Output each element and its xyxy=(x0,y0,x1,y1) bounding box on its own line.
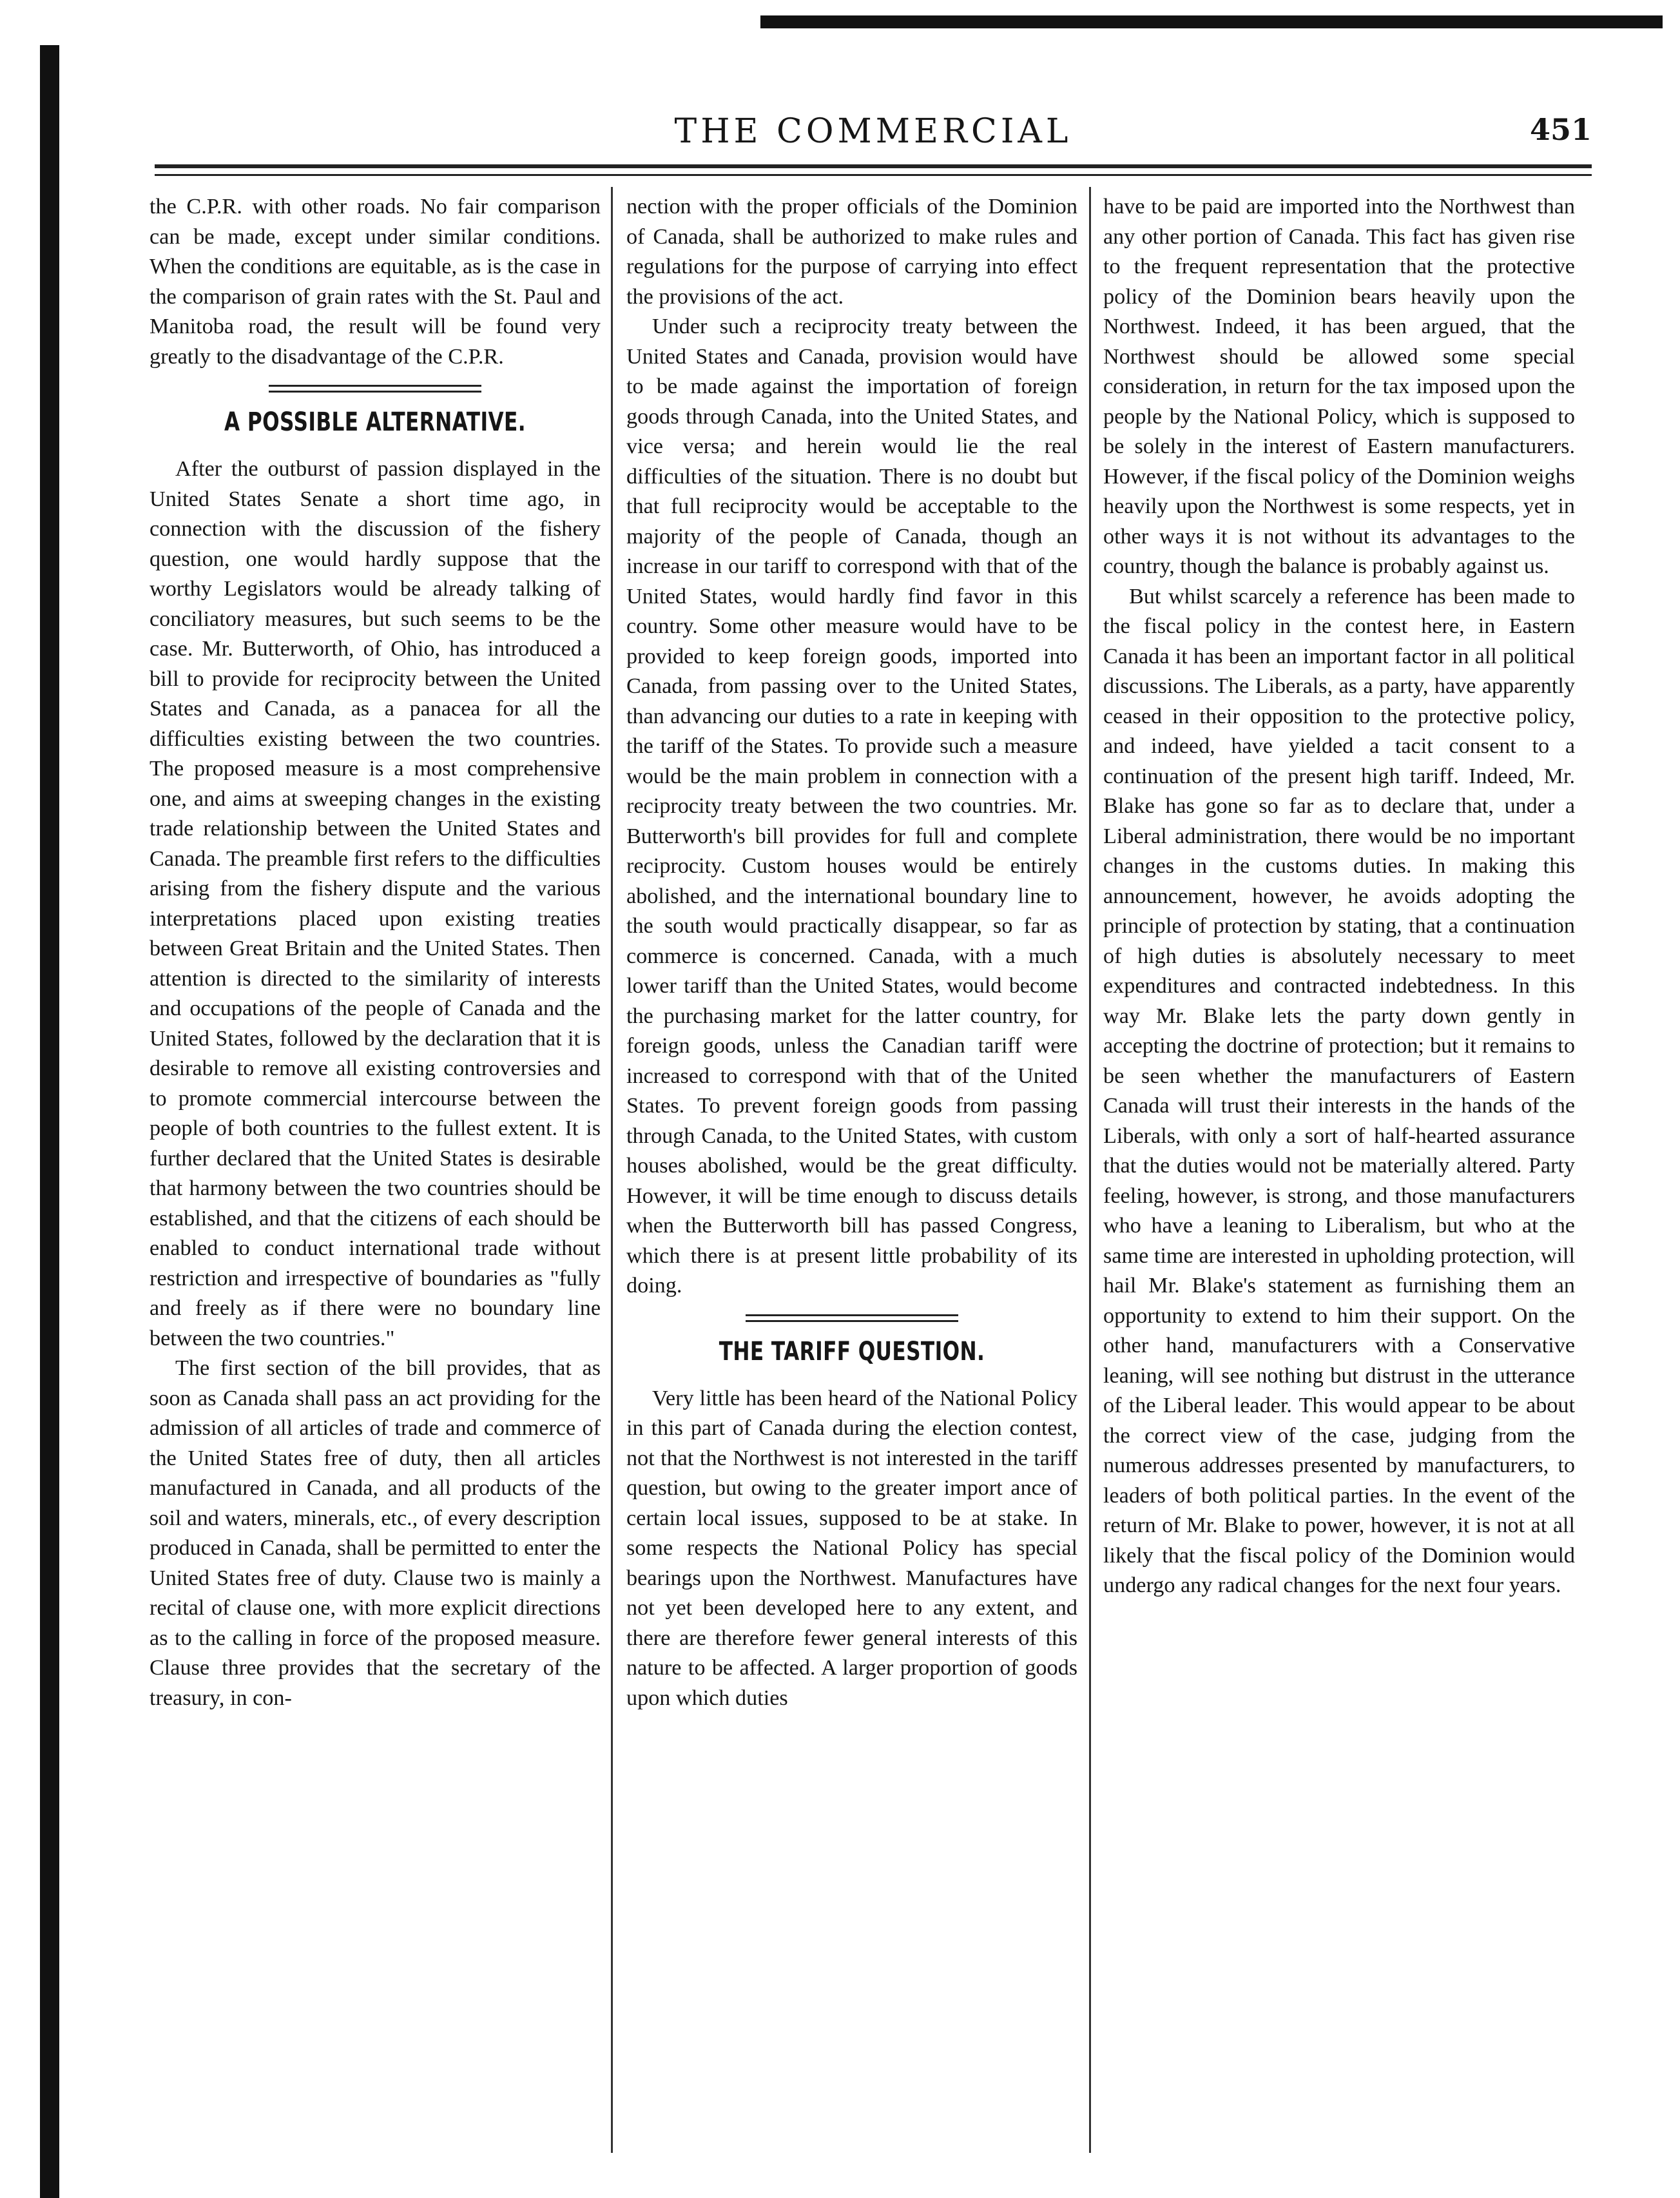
article-heading-block xyxy=(150,385,601,440)
article-paragraph: But whilst scarcely a reference has been made to the fiscal policy in the contest here, in Eastern Canada it has been an important factor in all political discussions. The Liberals, as a party, have apparently ceased in their opposition to the protective policy, and indeed, have yielded a tacit consent to a continuation of the present high tariff. Indeed, Mr. Blake has gone so far as to declare that, under a Liberal administration, there would be no important changes in the customs duties. In making this announcement, however, he avoids adopting the principle of protection by stating, that a continuation of high duties is absolutely necessary to meet expenditures and contracted indebtedness. In this way Mr. Blake lets the party down gently in accepting the doctrine of protection; but it remains to be seen whether the manufacturers of Eastern Canada will trust their interests in the hands of the Liberals, with only a sort of half-hearted assurance that the duties would not be materially altered. Party feeling, however, is strong, and those manufacturers who have a leaning to Liberalism, but who at the same time are interested in upholding protection, will hail Mr. Blake's statement as furnishing them an opportunity to extend to him their support. On the other hand, manufacturers with a Conservative leaning, will see nothing but distrust in the utterance of the Liberal leader. This would appear to be about the correct view of the case, judging from the numerous addresses presented by manufacturers, to leaders of both political parties. In the event of the return of Mr. Blake to power, however, it is not at all likely that the fiscal policy of the Dominion would undergo any radical changes for the next four years. xyxy=(1103,584,1575,1597)
page-number: 451 xyxy=(1529,112,1592,147)
article-paragraph: The first section of the bill provides, that as soon as Canada shall pass an act providing for the admission of all articles of trade and commerce of the United States free of duty, then all articles manufactured in Canada, and all products of the soil and waters, minerals, etc., of every description produced in Canada, shall be permitted to enter the United States free of duty. Clause two is mainly a recital of clause one, with more explicit directions as to the calling in force of the proposed measure. Clause three provides that the secretary of the treasury, in con- xyxy=(150,1356,601,1710)
column-3 xyxy=(1103,192,1575,2145)
header-rule-thick xyxy=(155,164,1592,168)
scan-edge-shadow xyxy=(40,45,59,2198)
page-header xyxy=(155,108,1592,160)
column-1 xyxy=(150,192,601,2145)
heading-rule xyxy=(269,385,481,387)
column-3-continuation: have to be paid are imported into the Northwest than any other portion of Canada. This fact has given rise to the frequent representation that the protective policy of the Dominion bears heavily upon the Northwest. Indeed, it has been argued, that the Northwest should be allowed some special consideration, in return for the tax imposed upon the people by the National Policy, which is supposed to be solely in the interest of Eastern manufacturers. However, if the fiscal policy of the Dominion weighs heavily upon the Northwest is some respects, yet in other ways it is not without its advantages to the country, though the balance is probably against us. xyxy=(1103,195,1575,578)
column-2 xyxy=(626,192,1077,2145)
article-paragraph: After the outburst of passion displayed in the United States Senate a short time ago, in connection with the discussion of the fishery question, one would hardly suppose that the worthy Legislators would be already talking of conciliatory measures, but such seems to be the case. Mr. Butterworth, of Ohio, has introduced a bill to provide for reciprocity between the United States and Canada, as a panacea for all the difficulties existing between the two countries. The proposed measure is a most comprehensive one, and aims at sweeping changes in the existing trade relationship between the United States and Canada. The preamble first refers to the difficulties arising from the fishery dispute and the various interpretations placed upon existing treaties between Great Britain and the United States. Then attention is directed to the similarity of interests and occupations of the people of Canada and the United States, followed by the declaration that it is desirable to remove all existing controversies and to promote commercial intercourse between the people of both countries to the fullest extent. It is further declared that the United States is desirable that harmony between the two countries should be established, and that the citizens of each should be enabled to conduct international trade without restriction and irrespective of boundaries as "fully and freely as if there were no boundary line between the two countries." xyxy=(150,457,601,1350)
column-divider-1 xyxy=(611,187,613,2153)
heading-tariff-question: THE TARIFF QUESTION. xyxy=(719,1336,985,1366)
column-divider-2 xyxy=(1089,187,1091,2153)
publication-title: THE COMMERCIAL xyxy=(674,112,1072,151)
column-1-continuation: the C.P.R. with other roads. No fair comparison can be made, except under similar conditions. When the conditions are equitable, as is the case in the comparison of grain rates with the St. Paul and Manitoba road, the result will be found very greatly to the disadvantage of the C.P.R. xyxy=(150,195,601,369)
heading-rule xyxy=(269,391,481,393)
article-paragraph: Very little has been heard of the National Policy in this part of Canada during the election contest, not that the Northwest is not interested in the tariff question, but owing to the greater import ance of certain local issues, supposed to be at stake. In some respects the National Policy has special bearings upon the Northwest. Manufactures have not yet been developed here to any extent, and there are therefore fewer general interests of this nature to be affected. A larger proportion of goods upon which duties xyxy=(626,1386,1077,1710)
top-rule xyxy=(760,15,1663,28)
heading-possible-alternative: A POSSIBLE ALTERNATIVE. xyxy=(224,407,526,437)
header-rule-thin xyxy=(155,174,1592,176)
column-2-continuation: nection with the proper officials of the Dominion of Canada, shall be authorized to make rules and regulations for the purpose of carrying into effect the provisions of the act. xyxy=(626,195,1077,309)
heading-rule xyxy=(746,1314,958,1316)
article-heading-block xyxy=(626,1314,1077,1370)
article-paragraph: Under such a reciprocity treaty between the United States and Canada, provision would have to be made against the importation of foreign goods through Canada, into the United States, and vice versa; and herein would lie the real difficulties of the situation. There is no doubt but that full reciprocity would be acceptable to the majority of the people of Canada, though an increase in our tariff to correspond with that of the United States, would hardly find favor in this country. Some other measure would have to be provided to keep foreign goods, imported into Canada, from passing over to the United States, than advancing our duties to a rate in keeping with the tariff of the States. To provide such a measure would be the main problem in connection with a reciprocity treaty between the two countries. Mr. Butterworth's bill provides for full and complete reciprocity. Custom houses would be entirely abolished, and the international boundary line to the south would practically disappear, so far as commerce is concerned. Canada, with a much lower tariff than the United States, would become the purchasing market for the latter country, for foreign goods, unless the Canadian tariff were increased to correspond with that of the United States. To prevent foreign goods from passing through Canada, to the United States, with custom houses abolished, would be the great difficulty. However, it will be time enough to discuss details when the Butterworth bill has passed Congress, which there is at present little probability of its doing. xyxy=(626,315,1077,1298)
heading-rule xyxy=(746,1320,958,1322)
